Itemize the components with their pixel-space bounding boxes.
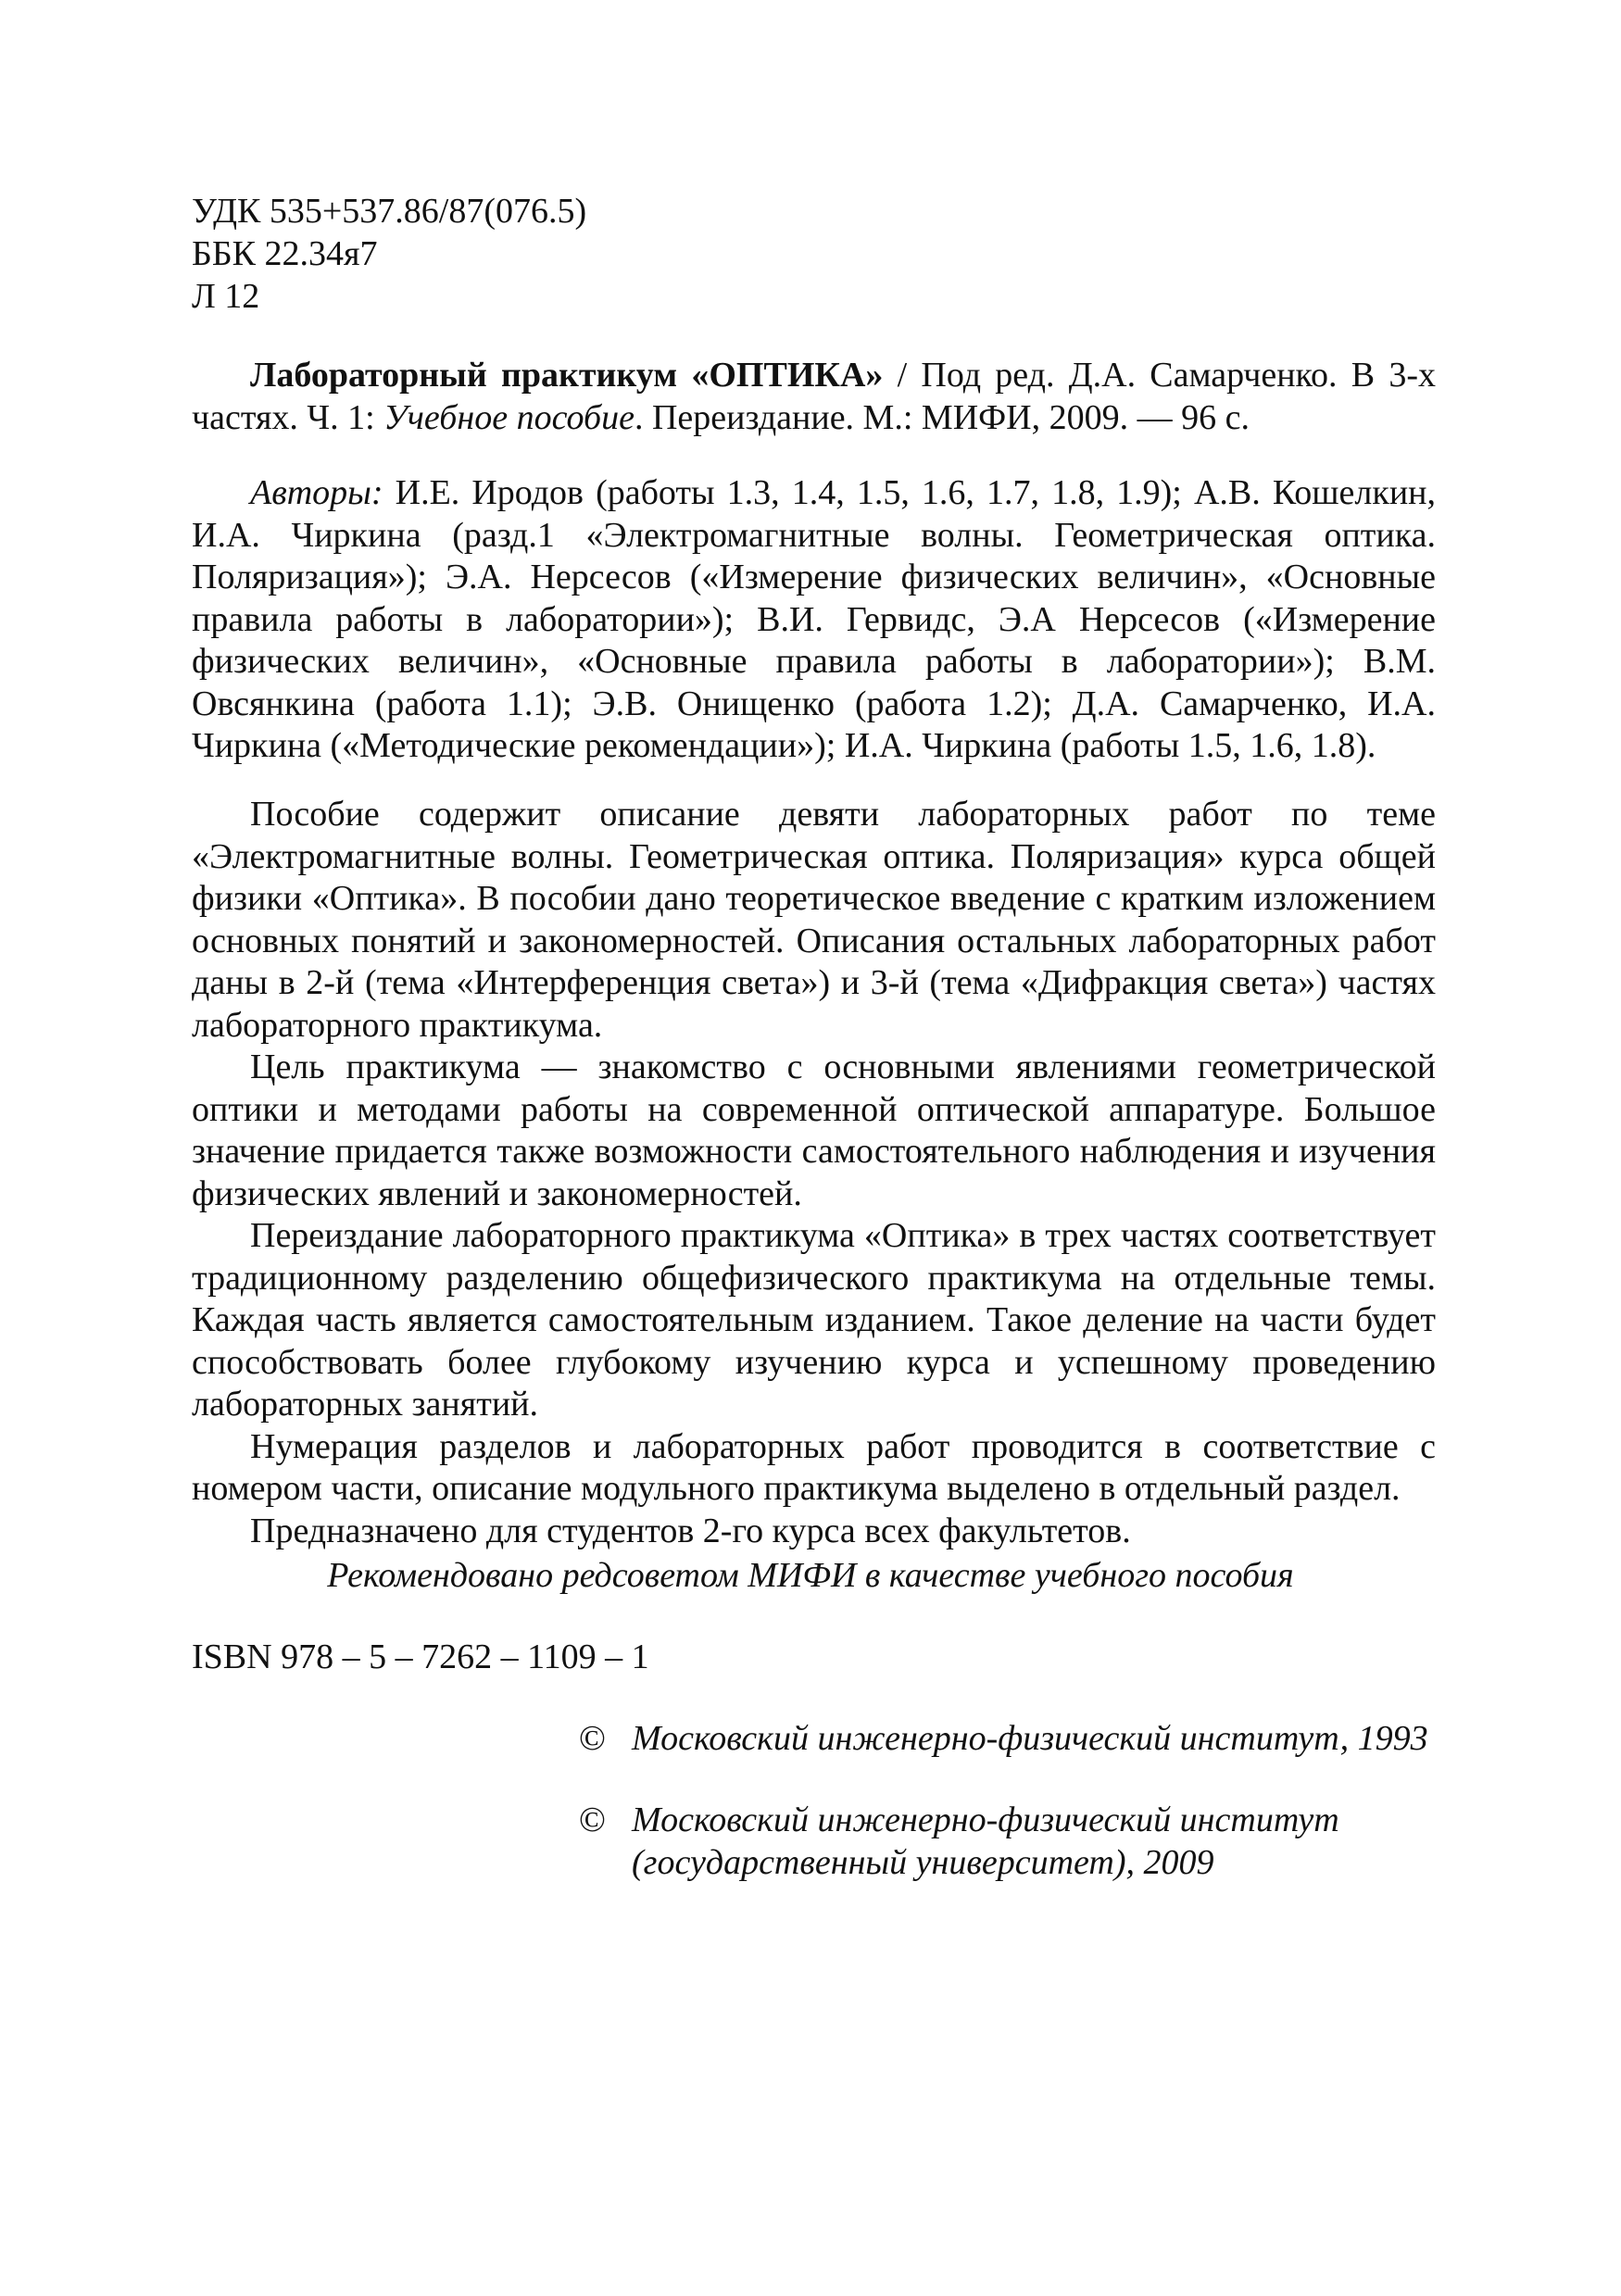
abstract-paragraph: Переиздание лабораторного практикума «Оптика» в трех частях соответствует традиционному разделению общефизического практикума на отдельные темы. Каждая часть является самостоятельным изданием. Такое деление на части будет способствовать более глубокому изучению курса и успешному проведению лабораторных занятий. xyxy=(192,1216,1436,1424)
abstract-paragraph: Цель практикума — знакомство с основными явлениями геометрической оптики и методами работы на современной оптической аппаратуре. Большое значение придается также возможности самостоятельного наблюдения и изучения физических явлений и закономерностей. xyxy=(192,1048,1436,1213)
authors-paragraph xyxy=(192,472,1436,768)
author-mark: Л 12 xyxy=(192,277,260,316)
copyright-symbol: © xyxy=(579,1719,606,1758)
isbn: ISBN 978 – 5 – 7262 – 1109 – 1 xyxy=(192,1637,649,1676)
authors-label: Авторы: xyxy=(250,473,383,512)
copyright-holder: Московский инженерно-физический институт, 1993 xyxy=(632,1719,1428,1758)
authors-text: И.Е. Иродов (работы 1.3, 1.4, 1.5, 1.6, 1.7, 1.8, 1.9); А.В. Кошелкин, И.А. Чиркина (разд.1 «Электромагнитные волны. Геометрическая оптика. Поляризация»); Э.А. Нерсесов («Измерение физических величин», «Основные правила работы в лаборатории»); В.И. Гервидс, Э.А Нерсесов («Измерение физических величин», «Основные правила работы в лаборатории»); В.М. Овсянкина (работа 1.1); Э.В. Онищенко (работа 1.2); Д.А. Самарченко, И.А. Чиркина («Методические рекомендации»); И.А. Чиркина (работы 1.5, 1.6, 1.8). xyxy=(192,473,1436,765)
copyright-symbol: © xyxy=(579,1800,606,1839)
copyright-holder: Московский инженерно-физический институт xyxy=(632,1800,1339,1839)
udk-code: УДК 535+537.86/87(076.5) xyxy=(192,192,587,231)
citation-editor: / Под ред. Д.А. Самарченко. В 3-х частях. Ч. 1: xyxy=(192,356,1436,437)
bbk-code: ББК 22.34я7 xyxy=(192,234,378,273)
abstract-paragraph: Пособие содержит описание девяти лабораторных работ по теме «Электромагнитные волны. Геометрическая оптика. Поляризация» курса общей физики «Оптика». В пособии дано теоретическое введение с кратким изложением основных понятий и закономерностей. Описания остальных лабораторных работ даны в 2-й (тема «Интерференция света») и 3-й (тема «Дифракция света») частях лабораторного практикума. xyxy=(192,795,1436,1045)
citation-type: Учебное пособие xyxy=(383,397,635,437)
abstract-paragraph: Нумерация разделов и лабораторных работ проводится в соответствие с номером части, описание модульного практикума выделено в отдельный раздел. xyxy=(192,1426,1436,1508)
citation xyxy=(192,355,1436,439)
citation-title: Лабораторный практикум «ОПТИКА» xyxy=(250,356,884,395)
abstract xyxy=(0,794,1436,1552)
citation-imprint: . Переиздание. М.: МИФИ, 2009. — 96 с. xyxy=(634,397,1250,437)
copyright-holder-continued: (государственный университет), 2009 xyxy=(632,1843,1214,1882)
recommendation: Рекомендовано редсоветом МИФИ в качестве учебного пособия xyxy=(327,1556,1294,1595)
abstract-paragraph: Предназначено для студентов 2-го курса всех факультетов. xyxy=(250,1511,1131,1550)
